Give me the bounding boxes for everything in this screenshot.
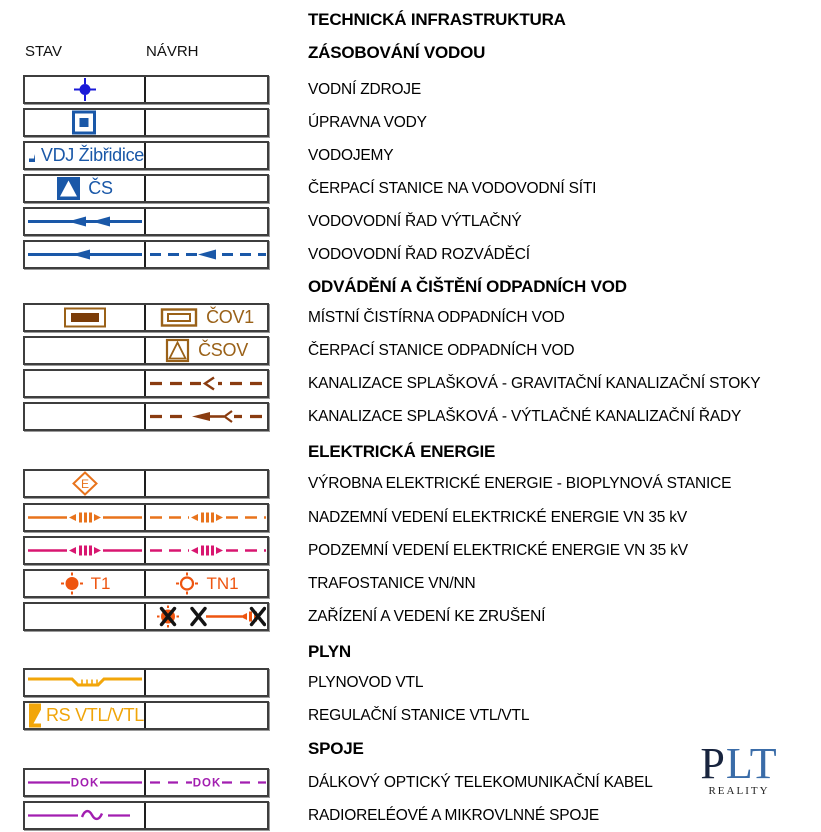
water-treatment-icon [26,110,144,135]
navrh-cell [146,305,267,330]
legend-row-vyrobna-energie [23,469,269,498]
legend-row-trafostanice [23,569,269,598]
legend-row-radiorele [23,801,269,830]
page-title: TECHNICKÁ INFRASTRUKTURA [308,10,566,29]
legend-row-podzemni-vedeni [23,536,269,565]
row-label: REGULAČNÍ STANICE VTL/VTL [308,707,530,724]
navrh-cell [146,176,267,201]
navrh-cell [146,505,267,530]
section-heading-kanalizace: ODVÁDĚNÍ A ČIŠTĚNÍ ODPADNÍCH VOD [308,277,627,296]
pressure-sewer-line-icon [148,404,266,429]
transformer-existing-icon [59,571,87,596]
legend-row-nadzemni-vedeni [23,503,269,532]
row-label: NADZEMNÍ VEDENÍ ELEKTRICKÉ ENERGIE VN 35 kV [308,509,687,526]
navrh-cell [146,242,267,267]
row-label: TRAFOSTANICE VN/NN [308,575,476,592]
row-label: MÍSTNÍ ČISTÍRNA ODPADNÍCH VOD [308,309,565,326]
navrh-cell [146,209,267,234]
underground-power-line-planned-icon [148,538,266,563]
legend-row-plynovod [23,668,269,697]
legend-row-regulacni-stanice [23,701,269,730]
navrh-cell [146,604,267,629]
transformer-planned-label: TN1 [206,573,239,593]
column-header-stav: STAV [25,43,62,60]
radio-relay-line-icon [26,803,144,828]
decommission-icon [148,604,266,629]
legend-row-kanalizace-gravitacni [23,369,269,398]
navrh-cell [146,670,267,695]
row-label: ČERPACÍ STANICE ODPADNÍCH VOD [308,342,575,359]
wwtp-label: ČOV1 [206,307,254,327]
row-label: ÚPRAVNA VODY [308,114,427,131]
stav-cell [25,77,146,102]
stav-cell [25,770,146,795]
sewage-pumping-label: ČSOV [198,340,248,360]
navrh-cell [146,803,267,828]
sewage-pumping-station-icon [165,338,191,363]
stav-cell [25,371,146,396]
navrh-cell [146,538,267,563]
dok-label: DOK [70,777,99,790]
navrh-cell [146,770,267,795]
legend-row-kanalizace-vytlacna [23,402,269,431]
legend-row-rad-vytlacny [23,207,269,236]
legend-row-csov [23,336,269,365]
stav-cell [25,703,146,728]
gas-regulation-station-icon [28,703,41,728]
stav-cell [25,143,146,168]
navrh-cell [146,471,267,496]
reservoir-icon [28,143,35,168]
row-label: VÝROBNA ELEKTRICKÉ ENERGIE - BIOPLYNOVÁ STANICE [308,475,732,492]
navrh-cell [146,703,267,728]
legend-row-cov [23,303,269,332]
row-label: ČERPACÍ STANICE NA VODOVODNÍ SÍTI [308,180,597,197]
stav-cell [25,305,146,330]
gas-regulation-label: RS VTL/VTL [45,705,144,725]
legend-row-zruseni [23,602,269,631]
legend-row-upravna-vody [23,108,269,137]
optical-cable-line-icon [26,770,144,795]
stav-cell [25,670,146,695]
water-main-distribution-line-icon [26,242,144,267]
logo-letter-p: P [700,739,726,788]
water-source-icon [26,77,144,102]
pumping-station-label: ČS [88,178,113,198]
gas-pipeline-icon [26,670,144,695]
navrh-cell [146,110,267,135]
reservoir-label: VDJ Žibřidice [40,145,144,165]
stav-cell [25,209,146,234]
logo-letters-lt: LT [725,739,778,788]
row-label: DÁLKOVÝ OPTICKÝ TELEKOMUNIKAČNÍ KABEL [308,774,653,791]
row-label: VODOVODNÍ ŘAD ROZVÁDĚCÍ [308,246,530,263]
dok-label: DOK [192,777,221,790]
transformer-planned-icon [174,571,202,596]
section-heading-plyn: PLYN [308,642,351,661]
transformer-label: T1 [90,573,111,593]
legend-row-cerpaci-stanice-voda [23,174,269,203]
stav-cell [25,803,146,828]
row-label: VODOVODNÍ ŘAD VÝTLAČNÝ [308,213,522,230]
stav-cell [25,176,146,201]
row-label: PLYNOVOD VTL [308,674,424,691]
row-label: VODNÍ ZDROJE [308,81,421,98]
stav-cell [25,110,146,135]
stav-cell [25,571,146,596]
gravity-sewer-line-icon [148,371,266,396]
biogas-letter: E [80,477,89,491]
row-label: ZAŘÍZENÍ A VEDENÍ KE ZRUŠENÍ [308,608,546,625]
navrh-cell [146,77,267,102]
plt-reality-logo [684,739,794,797]
navrh-cell [146,371,267,396]
stav-cell [25,471,146,496]
wwtp-planned-icon [159,305,199,330]
row-label: KANALIZACE SPLAŠKOVÁ - VÝTLAČNÉ KANALIZAČNÍ ŘADY [308,408,742,425]
navrh-cell [146,143,267,168]
legend-row-vodojemy [23,141,269,170]
navrh-cell [146,571,267,596]
row-label: KANALIZACE SPLAŠKOVÁ - GRAVITAČNÍ KANALIZAČNÍ STOKY [308,375,761,392]
overhead-power-line-planned-icon [148,505,266,530]
optical-cable-line-planned-icon [148,770,266,795]
stav-cell [25,338,146,363]
stav-cell [25,505,146,530]
section-heading-voda: ZÁSOBOVÁNÍ VODOU [308,43,486,62]
biogas-plant-icon [26,471,144,496]
navrh-cell [146,338,267,363]
logo-wordmark [684,739,794,788]
section-heading-spoje: SPOJE [308,739,364,758]
navrh-cell [146,404,267,429]
row-label: VODOJEMY [308,147,394,164]
water-pumping-station-icon [56,176,82,201]
legend-row-vodni-zdroje [23,75,269,104]
wwtp-existing-icon [26,305,144,330]
water-main-discharge-line-icon [26,209,144,234]
underground-power-line-icon [26,538,144,563]
stav-cell [25,538,146,563]
legend-row-rad-rozvadeci [23,240,269,269]
stav-cell [25,604,146,629]
row-label: RADIORELÉOVÉ A MIKROVLNNÉ SPOJE [308,807,599,824]
overhead-power-line-icon [26,505,144,530]
water-main-distribution-line-planned-icon [148,242,266,267]
legend-row-dok [23,768,269,797]
logo-subtitle: REALITY [708,785,770,797]
stav-cell [25,404,146,429]
stav-cell [25,242,146,267]
row-label: PODZEMNÍ VEDENÍ ELEKTRICKÉ ENERGIE VN 35 kV [308,542,688,559]
column-header-navrh: NÁVRH [146,43,199,60]
section-heading-elektro: ELEKTRICKÁ ENERGIE [308,442,496,461]
